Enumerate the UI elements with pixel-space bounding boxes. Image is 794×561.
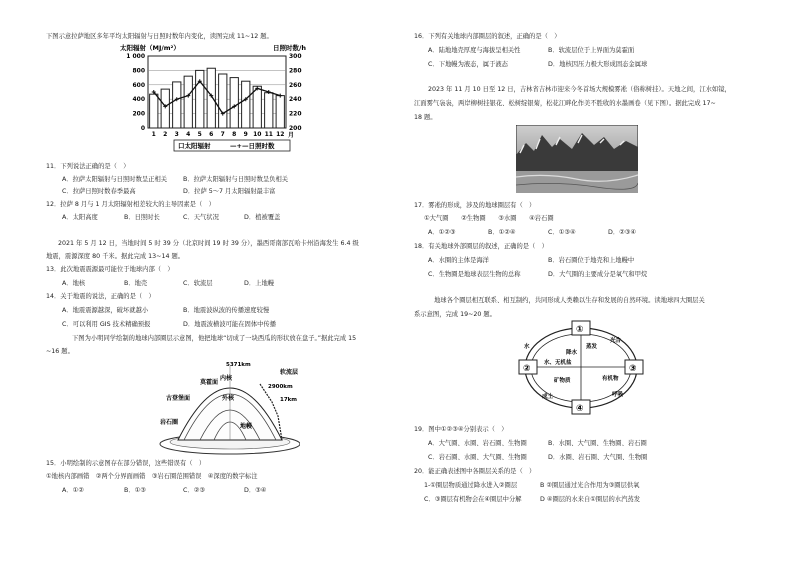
q19-d: D．水圈、岩石圈、大气圈、生物圈 bbox=[548, 454, 648, 461]
q16-b: B．软流层位于上界面为莫霍面 bbox=[548, 47, 635, 54]
cycle-label-mineral: 矿物质 bbox=[554, 378, 571, 384]
chart-bar bbox=[219, 74, 227, 128]
sphere-cycle-diagram bbox=[516, 318, 646, 416]
q18-d: D．大气圈的主要成分是氧气和甲烷 bbox=[548, 271, 648, 278]
chart-xtick: 9 bbox=[243, 131, 248, 138]
chart-ytick-left: 0 bbox=[140, 125, 145, 132]
q20-b: B ②圈层通过光合作用为③圈层供氧 bbox=[540, 482, 640, 489]
intro-11-12: 下图示意拉萨地区多年平均太阳辐射与日照时数年内变化，读图完成 11~12 题。 bbox=[46, 33, 273, 40]
label-mantle: 地幔 bbox=[240, 423, 253, 430]
q19-c: C．岩石圈、水圈、大气圈、生物圈 bbox=[428, 454, 527, 461]
chart-ylabel-right: 日照时数/h bbox=[273, 44, 307, 52]
chart-bar bbox=[276, 96, 284, 128]
chart-xtick: 12 bbox=[276, 131, 285, 138]
chart-bar bbox=[253, 86, 261, 128]
q15-d: D．③④ bbox=[244, 487, 267, 494]
chart-xtick: 1 bbox=[151, 131, 156, 138]
q16-a: A．陆地地壳厚度与海拔呈相关性 bbox=[428, 47, 521, 54]
label-5371: 5371km bbox=[226, 362, 251, 368]
q19-b: B．水圈、大气圈、生物圈、岩石圈 bbox=[548, 440, 647, 447]
node-2: ② bbox=[523, 364, 531, 374]
q13-d: D．上地幔 bbox=[244, 280, 275, 287]
intro-13-14-line1: 2021 年 5 月 12 日，当地时间 5 时 39 分（北京时间 19 时 39 分），墨西哥南部瓦哈卡州沿海发生 6.4 级 bbox=[58, 240, 359, 247]
q17-opts: ①大气圈 ②生物圈 ③水圈 ④岩石圈 bbox=[424, 215, 554, 222]
q13-b: B．地壳 bbox=[124, 280, 148, 287]
chart-bar bbox=[265, 93, 273, 128]
q18-c: C．生物圈是地球表层生物的总称 bbox=[428, 271, 521, 278]
chart-ytick-right: 200 bbox=[289, 125, 302, 132]
chart-ytick-right: 300 bbox=[289, 53, 302, 60]
river-surface bbox=[516, 171, 638, 193]
chart-xtick: 2 bbox=[163, 131, 168, 138]
chart-bar bbox=[242, 81, 250, 128]
q17: 17．雾凇的形成，涉及的地球圈层有（ ） bbox=[414, 202, 536, 209]
q19: 19．图中①②③④分别表示（ ） bbox=[414, 426, 508, 433]
chart-xtick: 7 bbox=[220, 131, 225, 138]
chart-bar bbox=[196, 70, 204, 128]
legend-line: —+—日照时数 bbox=[230, 142, 275, 150]
q12-a: A．太阳高度 bbox=[62, 214, 98, 221]
chart-bar bbox=[161, 89, 169, 128]
chart-ytick-right: 240 bbox=[289, 96, 302, 104]
q15-a: A．①② bbox=[62, 487, 84, 494]
q14-c: C．可以利用 GIS 技术精确预报 bbox=[62, 321, 151, 328]
radiation-chart-svg bbox=[118, 42, 318, 152]
label-inner-core: 内核 bbox=[220, 375, 233, 382]
radiation-chart bbox=[118, 42, 318, 152]
cycle-label-rain: 降水 bbox=[566, 350, 578, 356]
earth-interior-svg bbox=[150, 356, 300, 456]
q15: 15．小明绘制的示意图存在部分错误，这些错误有（ ） bbox=[46, 460, 206, 467]
q20-c: C．③圈层有机物会在④圈层中分解 bbox=[424, 496, 522, 503]
q17-b: B．①②④ bbox=[488, 229, 516, 236]
chart-ytick-left: 1 000 bbox=[126, 53, 145, 60]
cycle-label-soil: 成土 bbox=[542, 394, 554, 400]
chart-bar bbox=[150, 94, 158, 128]
q12-c: C．天气状况 bbox=[183, 214, 219, 221]
cycle-label-resp: 呼吸 bbox=[612, 392, 624, 398]
label-moho: 莫霍面 bbox=[200, 379, 219, 386]
q18: 18．有关地球外部圈层的叙述，正确的是（ ） bbox=[414, 243, 548, 250]
intro-19-20-line1: 地球各个圈层相互联系、相互制约，共同形成人类赖以生存和发展的自然环境。读地球四大圈层关 bbox=[434, 297, 705, 304]
q20-d: D ④圈层的水来自①圈层的水汽蒸发 bbox=[540, 496, 640, 503]
q20: 20．能正确表述图中各圈层关系的是（ ） bbox=[414, 468, 536, 475]
q11-a: A．拉萨太阳辐射与日照时数呈正相关 bbox=[62, 176, 168, 183]
chart-ytick-right: 260 bbox=[289, 81, 302, 89]
intro-19-20-line2: 系示意图，完成 19~20 题。 bbox=[414, 311, 496, 318]
chart-xtick: 11 bbox=[264, 131, 273, 138]
label-asthenosphere: 软流层 bbox=[280, 369, 299, 376]
q15-b: B．①③ bbox=[124, 487, 146, 494]
q19-a: A．大气圈、水圈、岩石圈、生物圈 bbox=[428, 440, 527, 447]
chart-bar bbox=[230, 78, 238, 128]
label-rock: 岩石圈 bbox=[160, 419, 179, 426]
intro-15-16-line1: 下图为小明同学绘制的地球内部圈层示意图，他把地球“切成了一块西瓜的形状放在盘子。”据此完成 15 bbox=[72, 335, 357, 342]
q17-d: D．②③④ bbox=[608, 229, 637, 236]
chart-bar bbox=[173, 82, 181, 128]
q18-a: A．水圈的主体是海洋 bbox=[428, 257, 489, 264]
q11-d: D．拉萨 5～7 月太阳辐射最丰富 bbox=[183, 188, 276, 195]
q16-d: D．地核因压力极大形成固态金属球 bbox=[548, 61, 648, 68]
intro-15-16-line2: ~16 题。 bbox=[46, 348, 74, 355]
q12-b: B．日照时长 bbox=[124, 214, 160, 221]
label-17: 17km bbox=[280, 397, 298, 403]
q18-b: B．岩石圈位于地壳和上地幔中 bbox=[548, 257, 635, 264]
q13-c: C．软流层 bbox=[183, 280, 213, 287]
chart-ylabel-left: 太阳辐射（MJ/m²） bbox=[120, 44, 180, 52]
q20-a: 1-①圈层物质通过降水进入②圈层 bbox=[424, 482, 518, 489]
chart-ytick-left: 600 bbox=[132, 81, 145, 89]
rime-photo bbox=[516, 125, 638, 193]
cycle-label-photo: 光合 bbox=[610, 338, 622, 344]
intro-13-14-line2: 地震，震源深度 80 千米。据此完成 13~14 题。 bbox=[46, 253, 185, 260]
chart-ytick-left: 200 bbox=[132, 110, 145, 118]
legend-bar: 口太阳辐射 bbox=[178, 142, 211, 150]
chart-bar bbox=[184, 76, 192, 128]
chart-xtick: 8 bbox=[232, 131, 237, 138]
chart-ytick-right: 220 bbox=[289, 110, 302, 118]
cycle-label-evap: 蒸发 bbox=[586, 344, 598, 350]
node-1: ① bbox=[576, 325, 584, 335]
q14-d: D．地震波横波可能在固体中传播 bbox=[183, 321, 277, 328]
chart-xunit: 月 bbox=[288, 132, 295, 139]
sphere-cycle-svg bbox=[516, 318, 646, 416]
cycle-label-water: 水 bbox=[524, 344, 530, 350]
q14-b: B．地震波纵波的传播速度较慢 bbox=[183, 307, 270, 314]
node-3: ③ bbox=[629, 364, 637, 374]
q14: 14．关于地震的说法，正确的是（ ） bbox=[46, 293, 155, 300]
earth-interior-diagram bbox=[150, 356, 300, 456]
q13: 13．此次地震震源最可能位于地球内部（ ） bbox=[46, 266, 174, 273]
node-4: ④ bbox=[576, 404, 584, 414]
chart-xtick: 3 bbox=[174, 131, 179, 138]
chart-xtick: 4 bbox=[186, 131, 191, 138]
intro-17-18-line2: 江面雾气袅袅，两岸柳树挂银花、松树绽银菊，松花江畔化作美不胜收的水墨画卷（见下图）。据此完成 17~ bbox=[414, 100, 716, 107]
chart-xtick: 10 bbox=[253, 131, 262, 138]
cycle-label-organic: 有机物 bbox=[602, 376, 619, 382]
rime-photo-svg bbox=[516, 125, 638, 193]
label-2900: 2900km bbox=[268, 384, 293, 390]
chart-bar bbox=[207, 68, 215, 128]
q15-c: C．②③ bbox=[183, 487, 205, 494]
label-outer-core: 外核 bbox=[222, 395, 235, 402]
intro-17-18-line1: 2023 年 11 月 10 日至 12 日，吉林省吉林市迎来今冬首场大规模雾凇（俗称树挂）。天地之间，江水如镜， bbox=[428, 86, 731, 93]
intro-17-18-line3: 18 题。 bbox=[414, 114, 437, 121]
q11-c: C．拉萨日照时数春季最高 bbox=[62, 188, 136, 195]
chart-ytick-right: 280 bbox=[289, 67, 302, 75]
q16: 16．下列有关地球内部圈层的叙述，正确的是（ ） bbox=[414, 33, 561, 40]
chart-xtick: 5 bbox=[197, 131, 202, 138]
q17-a: A．①②③ bbox=[428, 229, 456, 236]
q11: 11．下列说法正确的是（ ） bbox=[46, 163, 130, 170]
q12: 12．拉萨 8 月与 1 月太阳辐射相差较大的主导因素是（ ） bbox=[46, 201, 215, 208]
q14-a: A．地震震源越深，破坏就越小 bbox=[62, 307, 149, 314]
q16-c: C．下地幔为液态，属于液态 bbox=[428, 61, 508, 68]
chart-ytick-left: 400 bbox=[132, 96, 145, 104]
chart-xtick: 6 bbox=[209, 131, 214, 138]
q15-items: ①地核内部画错 ②两个分界面画错 ③岩石圈范围错误 ④深度的数字标注 bbox=[46, 473, 258, 480]
q11-b: B．拉萨太阳辐射与日照时数呈负相关 bbox=[183, 176, 289, 183]
chart-ytick-left: 800 bbox=[132, 67, 145, 75]
label-gutenberg: 古登堡面 bbox=[166, 395, 191, 402]
q12-d: D．植被覆盖 bbox=[244, 214, 281, 221]
q17-c: C．①③④ bbox=[548, 229, 576, 236]
q13-a: A．地核 bbox=[62, 280, 86, 287]
cycle-label-water-salt: 水、无机盐 bbox=[544, 360, 572, 366]
